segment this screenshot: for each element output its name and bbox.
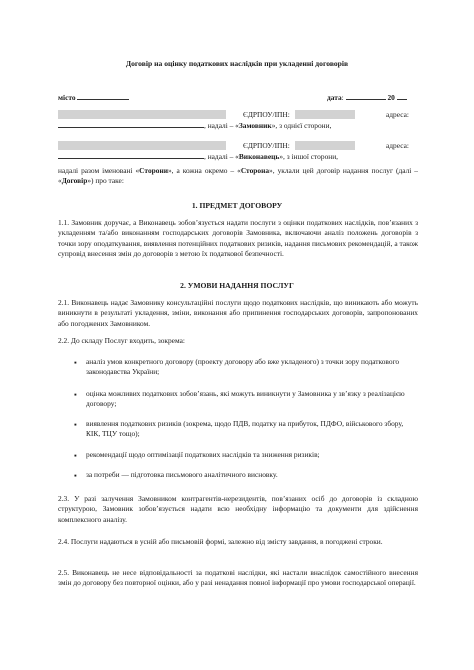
party2-line2: , надалі – «Виконавець», з іншої сторони, [58,151,338,161]
list-item: за потреби — підготовка письмового аналітичного висновку. [86,470,278,479]
bullet-icon: ▪ [74,390,77,399]
party1-edrpou-label: ЄДРПОУ/ІПН: [243,110,290,119]
party2-address-label: адреса: [386,141,409,150]
list-item: оцінка можливих податкових зобов’язань, які можуть виникнути у Замовника у зв’язку з реалізацією договору; [86,389,405,409]
document-title: Договір на оцінку податкових наслідків при укладенні договорів [125,59,349,68]
clause-2-1: 2.1. Виконавець надає Замовнику консультаційні послуги щодо податкових наслідків, що виникають або можуть виникнути в результаті укладення, зміни, виконання або припинення господарських договорів, запропонованих або погоджених Замовником. [58,298,418,328]
clause-2-5: 2.5. Виконавець не несе відповідальності за податкові наслідки, які настали внаслідок самостійного внесення змін до договору без повторної оцінки, або у разі ненадання повної інформації про умови господарської операції. [58,568,418,588]
clause-2-4: 2.4. Послуги надаються в усній або письмовій формі, залежно від змісту завдання, в погоджені строки. [58,537,383,546]
city-line [58,92,129,102]
section2-heading: 2. УМОВИ НАДАННЯ ПОСЛУГ [180,281,294,290]
party1-line2: , надалі – «Замовник», з однієї сторони, [58,120,331,130]
bullet-icon: ▪ [74,358,77,367]
party1-address [386,110,409,119]
party2-address-blank[interactable] [58,151,204,159]
year-blank[interactable] [397,92,407,100]
city-label: місто [58,93,76,102]
party1-edrpou-field[interactable] [295,110,355,119]
date-blank[interactable] [346,92,386,100]
party2-edrpou-label: ЄДРПОУ/ІПН: [243,141,290,150]
party1-line1 [58,110,226,119]
clause-1-1: 1.1. Замовник доручає, а Виконавець зобов’язується надати послуги з оцінки податкових наслідків, пов’язаних з укладенням та/або виконанням господарських договорів Замовника, включаючи аналіз положень договорів з точки зору оподаткування, виявлення потенційних податкових ризиків, надання письмових рекомендацій, а також супровід внесення змін до договорів з метою їх податкової безпечності. [58,218,418,258]
party1-edrpou [243,110,355,119]
party1-role: Замовник [238,121,272,130]
list-item: рекомендації щодо оптимізації податкових наслідків та зниження ризиків; [86,450,320,459]
party2-name-field[interactable] [58,141,226,150]
bullet-icon: ▪ [74,451,77,460]
party1-address-blank[interactable] [58,120,204,128]
date-label: дата [327,93,342,102]
party2-address [386,141,409,150]
date-year-prefix: 20 [387,93,395,102]
bullet-icon: ▪ [74,471,77,480]
party2-role: Виконавець [238,152,280,161]
clause-2-2: 2.2. До складу Послуг входить, зокрема: [58,336,185,345]
party2-edrpou-field[interactable] [295,141,355,150]
clause-2-3: 2.3. У разі залучення Замовником контрагентів-нерезидентів, пов’язаних осіб до договорів із складною структурою, Замовник зобов’язується надати всю необхідну інформацію та документи для здійснення комплексного аналізу. [58,494,418,524]
list-item: аналіз умов конкретного договору (проекту договору або вже укладеного) з точки зору податкового законодавства України; [86,357,400,377]
city-blank[interactable] [77,92,129,100]
intro-paragraph: надалі разом іменовані «Сторони», а кожна окремо – «Сторона», уклали цей договір надання послуг (далі – «Договір») про таке: [58,166,418,186]
date-line: дата: 20 [327,92,407,102]
section1-heading: 1. ПРЕДМЕТ ДОГОВОРУ [191,201,283,210]
party2-edrpou [243,141,355,150]
party1-address-label: адреса: [386,110,409,119]
party2-line1 [58,141,226,150]
party1-name-field[interactable] [58,110,226,119]
list-item: виявлення податкових ризиків (зокрема, щодо ПДВ, податку на прибуток, ПДФО, військового збору, КІК, ТЦУ тощо); [86,419,404,439]
bullet-icon: ▪ [74,420,77,429]
